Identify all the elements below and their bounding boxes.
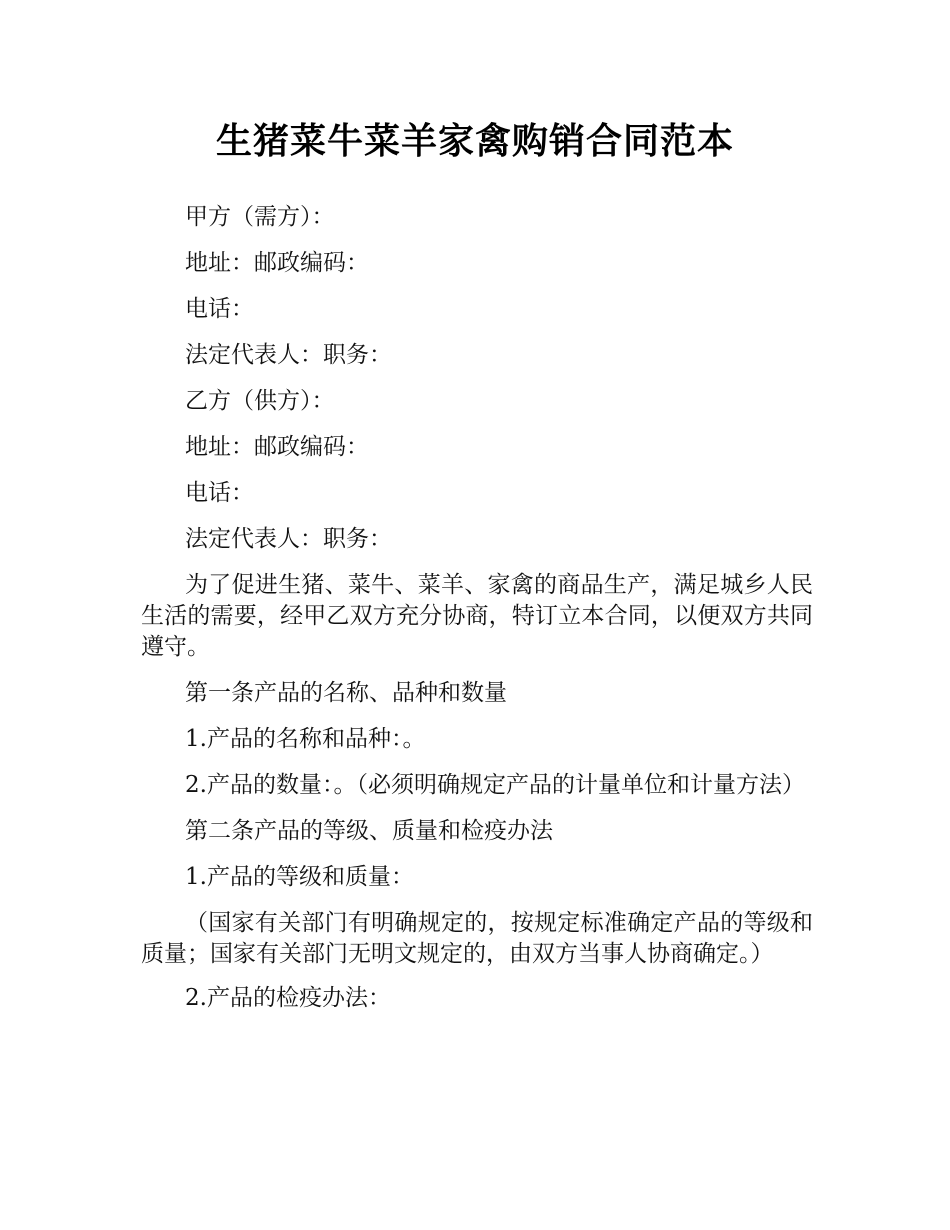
party-a-phone: 电话： bbox=[185, 296, 254, 322]
article-1-item-2: 2.产品的数量：。（必须明确规定产品的计量单位和计量方法） bbox=[185, 772, 805, 798]
party-a-representative: 法定代表人：职务： bbox=[185, 342, 392, 368]
party-a-address: 地址：邮政编码： bbox=[185, 250, 369, 276]
party-b-phone: 电话： bbox=[185, 480, 254, 506]
document-title: 生猪菜牛菜羊家禽购销合同范本 bbox=[215, 121, 734, 162]
article-2-item-1-note: （国家有关部门有明确规定的，按规定标准确定产品的等级和质量；国家有关部门无明文规定的，由双方当事人协商确定。） bbox=[141, 910, 813, 967]
article-2-item-1: 1.产品的等级和质量： bbox=[185, 864, 414, 890]
article-2-heading: 第二条产品的等级、质量和检疫办法 bbox=[185, 818, 553, 844]
article-1-heading: 第一条产品的名称、品种和数量 bbox=[185, 680, 507, 706]
contract-preamble: 为了促进生猪、菜牛、菜羊、家禽的商品生产，满足城乡人民生活的需要，经甲乙双方充分协商，特订立本合同，以便双方共同遵守。 bbox=[141, 572, 813, 660]
party-b-label: 乙方（供方）： bbox=[185, 388, 335, 414]
party-b-representative: 法定代表人：职务： bbox=[185, 526, 392, 552]
party-a-label: 甲方（需方）： bbox=[185, 204, 335, 230]
document-body bbox=[141, 202, 813, 1029]
article-2-item-2: 2.产品的检疫办法： bbox=[185, 985, 391, 1011]
article-1-item-1: 1.产品的名称和品种：。 bbox=[185, 726, 426, 752]
party-b-address: 地址：邮政编码： bbox=[185, 434, 369, 460]
